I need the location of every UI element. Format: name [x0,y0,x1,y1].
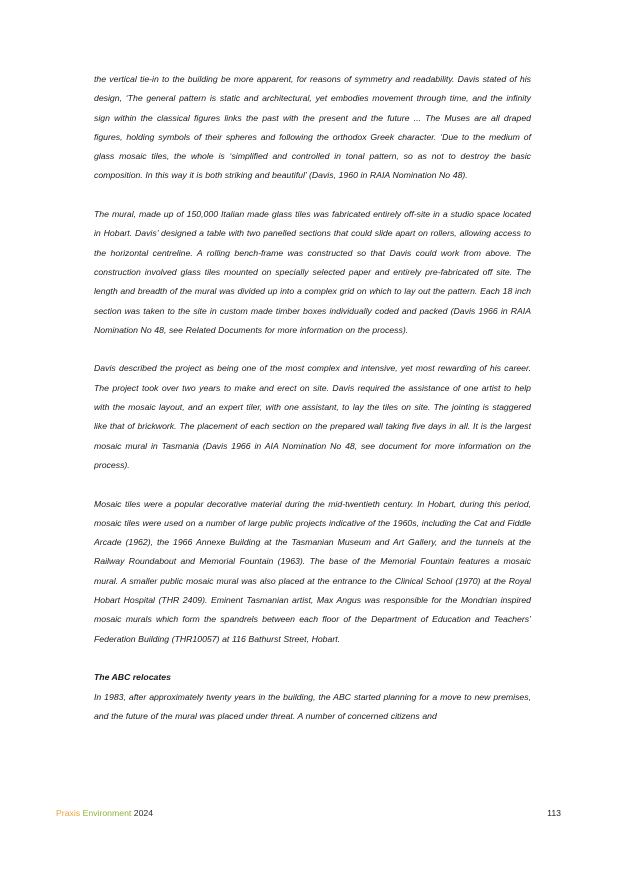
section-heading: The ABC relocates [94,672,171,683]
paragraph-abc-relocates: In 1983, after approximately twenty years in the building, the ABC started planning for a move to new premises, and the future of the mural was placed under threat. A number of concerned citizens and [94,691,531,721]
paragraph-fabrication: The mural, made up of 150,000 Italian made glass tiles was fabricated entirely off-site in a studio space located in Hobart. Davis’ designed a table with two panelled sections that could slide apart on rollers, allowing access to the horizontal centreline. A rolling bench-frame was constructed so that Davis could work from above. The construction involved glass tiles mounted on specially selected paper and entirely pre-fabricated off site. The length and breadth of the mural was divided up into a complex grid on which to lay out the pattern. Each 18 inch section was taken to the site in custom made timber boxes individually coded and packed (Davis 1966 in RAIA Nomination No 48, see Related Documents for more information on the process). [94,209,531,335]
footer-brand [56,807,153,819]
brand-year: 2024 [131,808,154,818]
brand-word-praxis: Praxis [56,808,83,818]
page-number: 113 [547,808,561,818]
paragraph-spacer [94,186,531,205]
paragraph-design-statement: the vertical tie-in to the building be more apparent, for reasons of symmetry and readability. Davis stated of his design, ‘The general pattern is static and architectural, yet embodies movement through time, and the infinity sign within the classical figures links the past with the present and the future ... The Muses are all draped figures, holding symbols of their spheres and following the orthodox Greek character. ‘Due to the medium of glass mosaic tiles, the whole is ‘simplified and controlled in tonal pattern, so as not to destroy the basic composition. In this way it is both striking and beautiful’ (Davis, 1960 in RAIA Nomination No 48). [94,74,531,181]
paragraph-installation: Davis described the project as being one of the most complex and intensive, yet most rewarding of his career. The project took over two years to make and erect on site. Davis required the assistance of one artist to help with the mosaic layout, and an expert tiler, with one assistant, to lay the tiles on site. The jointing is staggered like that of brickwork. The placement of each section on the prepared wall taking five days in all. It is the largest mosaic mural in Tasmania (Davis 1966 in AIA Nomination No 48, see document for more information on the process). [94,363,531,470]
brand-word-environment: Environment [82,808,132,818]
page-footer [56,807,561,819]
paragraph-spacer [94,340,531,359]
paragraph-spacer [94,649,531,668]
body-text [94,70,531,726]
paragraph-spacer [94,475,531,494]
paragraph-mosaic-context: Mosaic tiles were a popular decorative material during the mid-twentieth century. In Hobart, during this period, mosaic tiles were used on a number of large public projects indicative of the 1960s, including the Cat and Fiddle Arcade (1962), the 1966 Annexe Building at the Tasmanian Museum and Art Gallery, and the tunnels at the Railway Roundabout and Memorial Fountain (1963). The base of the Memorial Fountain features a mosaic mural. A smaller public mosaic mural was also placed at the entrance to the Clinical School (1970) at the Royal Hobart Hospital (THR 2409). Eminent Tasmanian artist, Max Angus was responsible for the Mondrian inspired mosaic murals which form the spandrels between each floor of the Department of Education and Teachers’ Federation Building (THR10057) at 116 Bathurst Street, Hobart. [94,498,531,644]
